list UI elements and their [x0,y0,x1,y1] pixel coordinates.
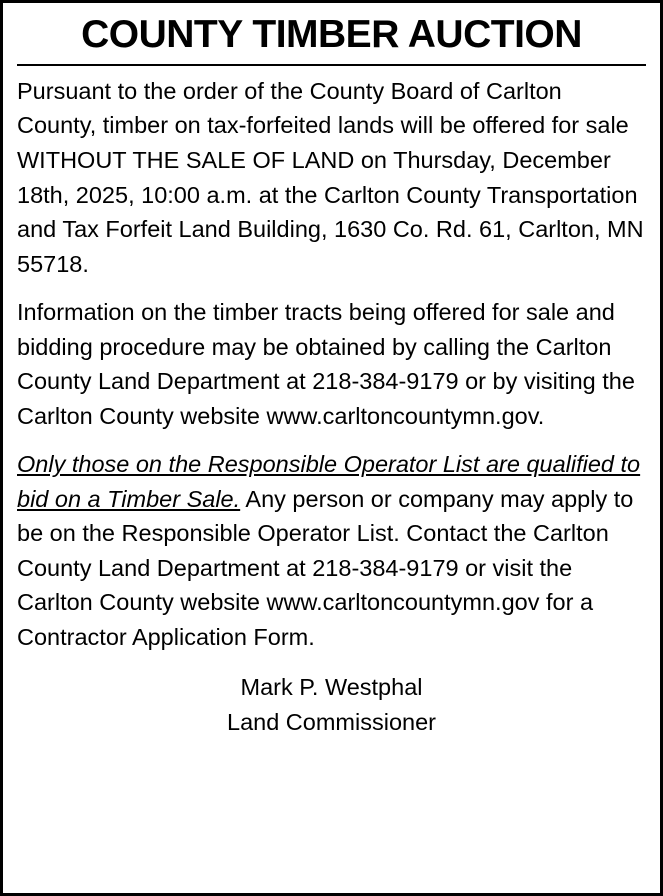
signature-title: Land Commissioner [227,708,436,735]
emphasized-sentence: Only those on the Responsible Operator List are qualified to bid on a Timber Sale. [17,451,641,512]
signature-block [17,670,646,738]
header-divider [17,64,646,66]
notice-paragraph-auction-details: Pursuant to the order of the County Board of Carlton County, timber on tax-forfeited lands will be offered for sale WITHOUT THE SALE OF LAND on Thursday, December 18th, 2025, 10:00 a.m. at the Carlton County Transportation and Tax Forfeit Land Building, 1630 Co. Rd. 61, Carlton, MN 55718. [17,77,644,277]
signature-name: Mark P. Westphal [240,674,423,701]
page-title: COUNTY TIMBER AUCTION [81,13,582,56]
notice-paragraph-responsible-operator [17,447,646,654]
notice-paragraph-information: Information on the timber tracts being offered for sale and bidding procedure may be obtained by calling the Carlton County Land Department at 218-384-9179 or by visiting the Carlton County website www.carltoncountymn.gov. [17,299,635,429]
emphasized-paragraph-rest: Any person or company may apply to be on the Responsible Operator List. Contact the Carlton County Land Department at 218-384-9179 or visit the Carlton County website www.carltoncountymn.gov for a Contractor Application Form. [17,485,634,650]
